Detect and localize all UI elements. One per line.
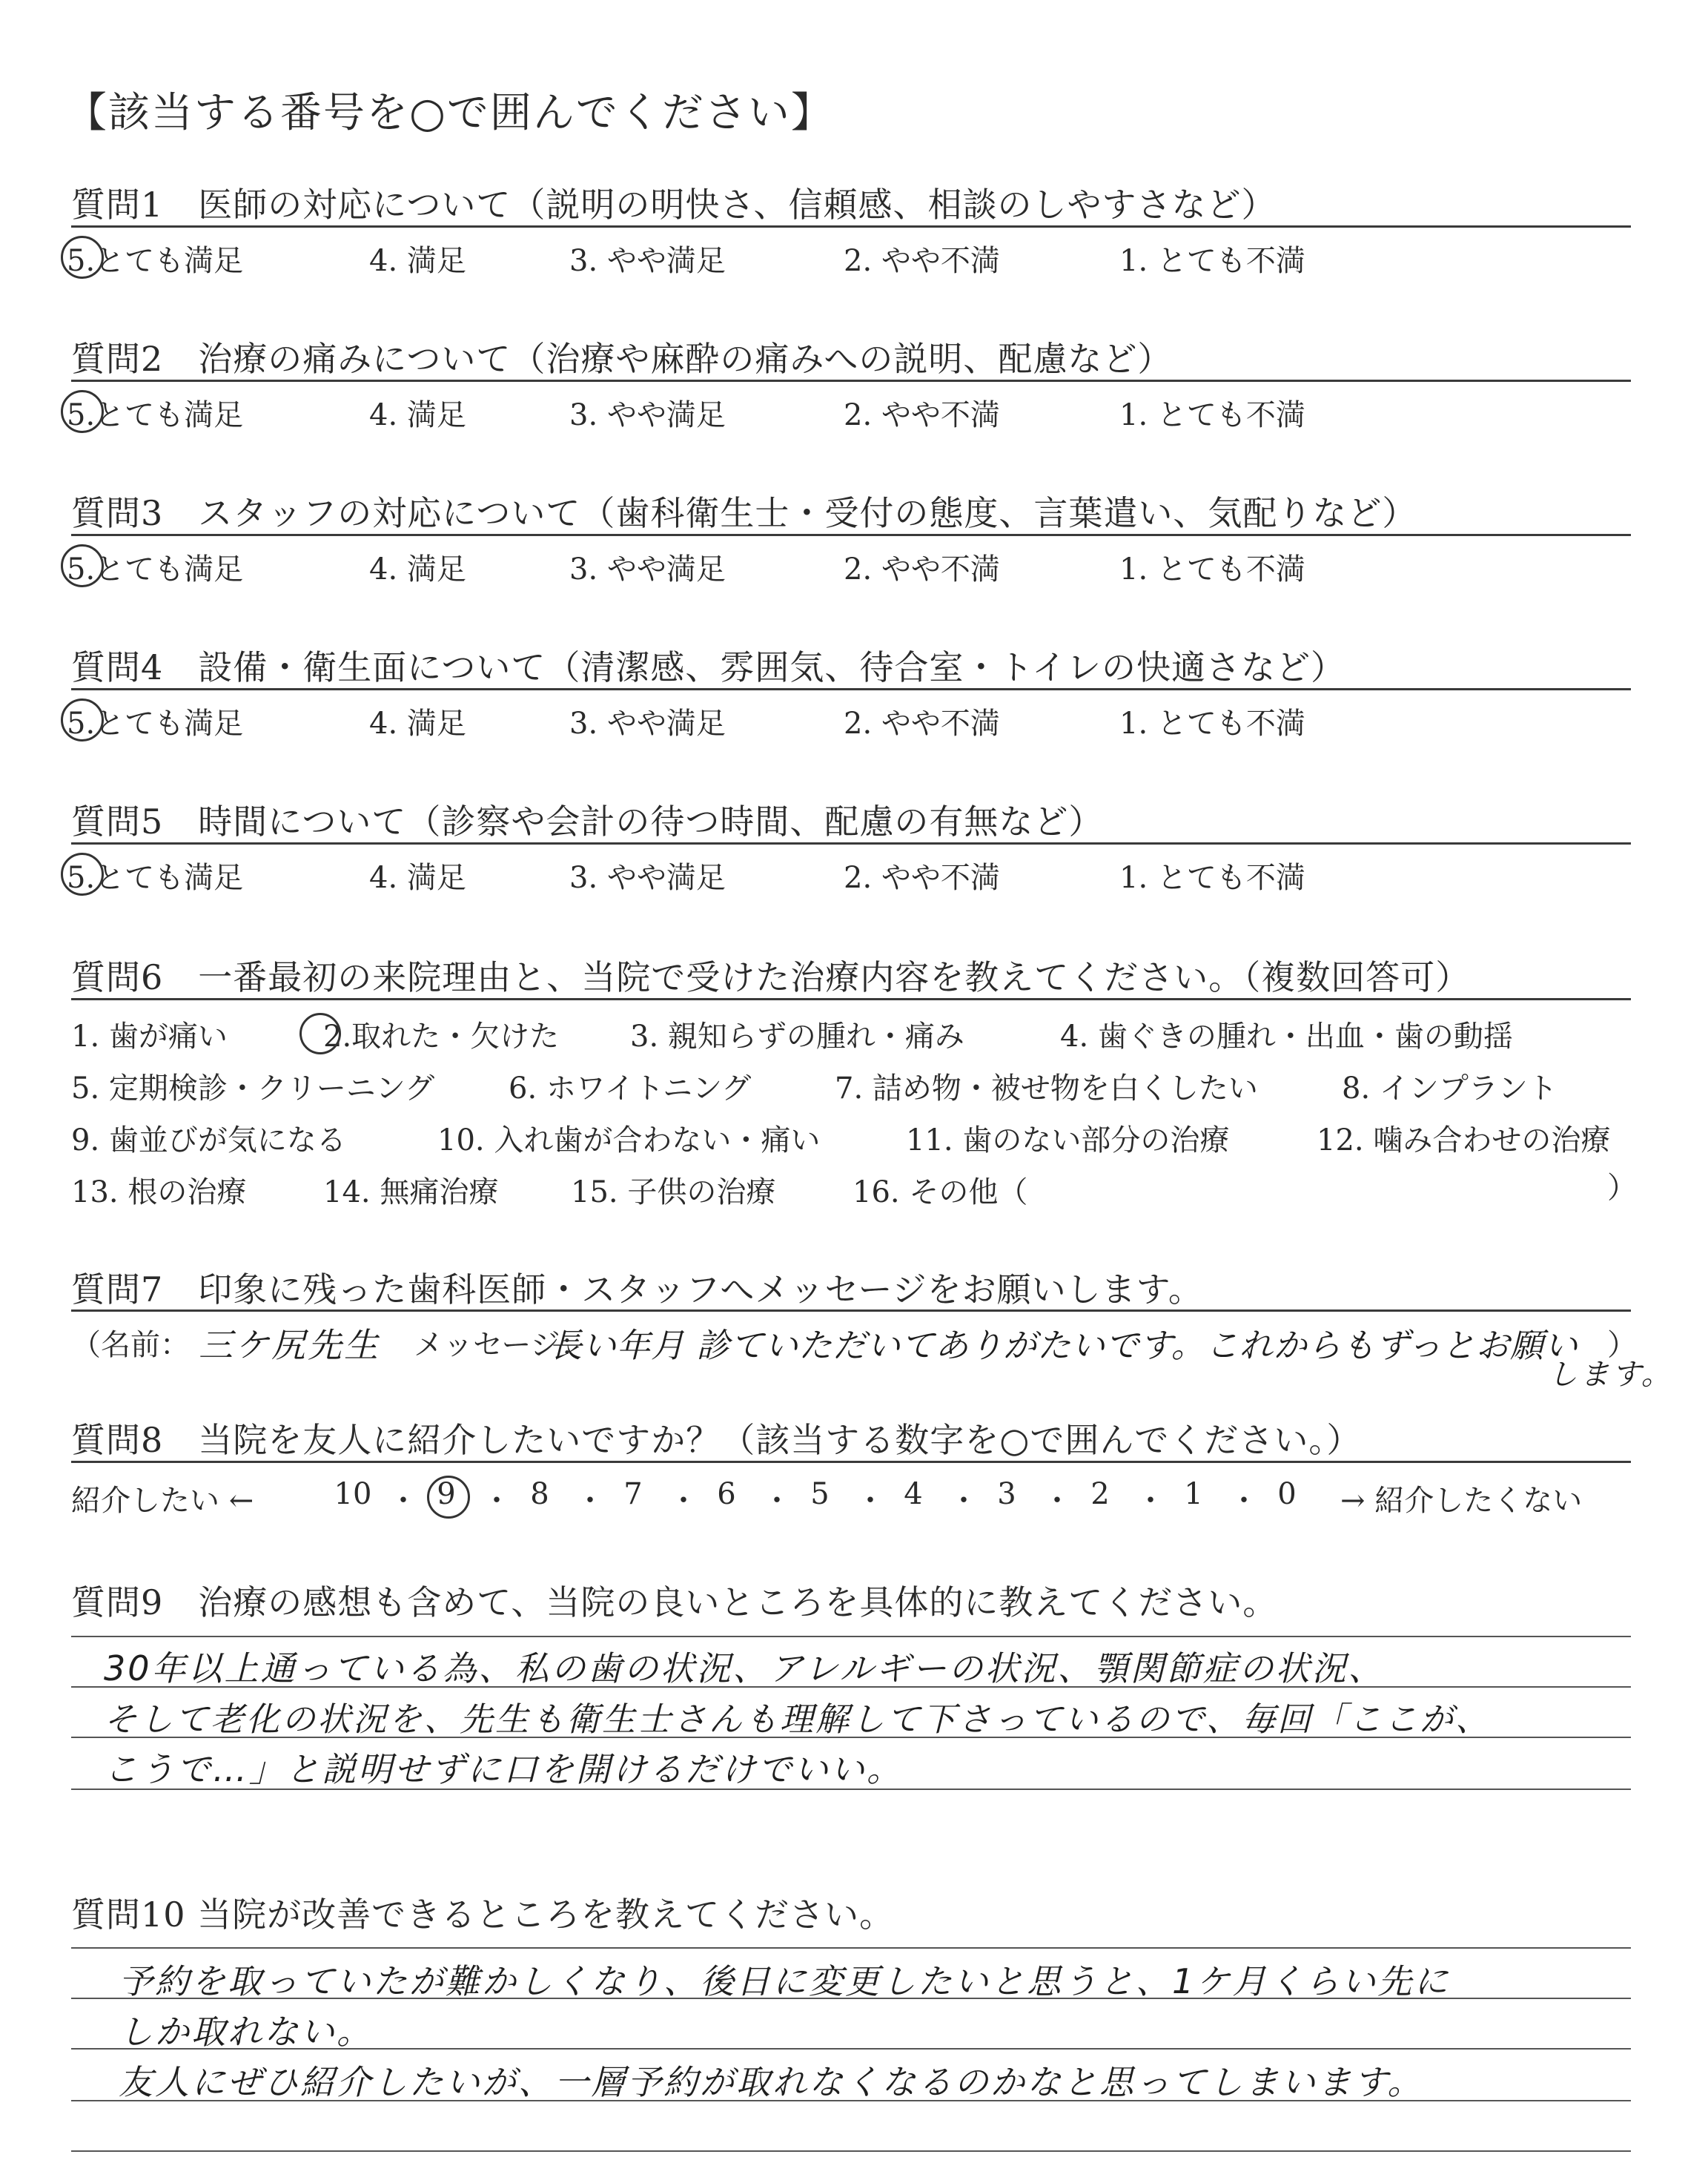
q6-option-6: 6. ホワイトニング xyxy=(509,1071,752,1106)
q8-scale-5: 5 xyxy=(810,1477,830,1511)
q6-option-13: 13. 根の治療 xyxy=(71,1175,247,1209)
question-3-option-5: 5.とても満足 xyxy=(67,552,244,587)
q6-option-12: 12. 噛み合わせの治療 xyxy=(1317,1123,1611,1157)
q6-option-11: 11. 歯のない部分の治療 xyxy=(906,1123,1230,1157)
q6-option-8: 8. インプラント xyxy=(1342,1071,1558,1106)
q8-rule xyxy=(71,1461,1631,1463)
question-5-title: 質問5 時間について（診察や会計の待つ時間、配慮の有無など） xyxy=(71,802,1104,842)
q6-option-15: 15. 子供の治療 xyxy=(571,1175,776,1209)
q6-option-2: 2.取れた・欠けた xyxy=(323,1020,560,1054)
question-1-option-1: 1. とても不満 xyxy=(1119,244,1305,278)
q8-selection-circle xyxy=(427,1476,470,1519)
q8-scale-dot: ・ xyxy=(1136,1484,1165,1518)
question-4-option-4: 4. 満足 xyxy=(369,707,466,741)
question-4-option-5: 5.とても満足 xyxy=(67,707,244,741)
q6-option-9: 9. 歯並びが気になる xyxy=(71,1123,346,1157)
instruction-heading: 【該当する番号を○で囲んでください】 xyxy=(65,89,834,137)
q9-answer-line-3: こうで…」と説明せずに口を開けるだけでいい。 xyxy=(104,1749,903,1789)
q8-scale-dot: ・ xyxy=(949,1484,979,1518)
q8-right-label: → 紹介したくない xyxy=(1340,1484,1583,1518)
q6-option-3: 3. 親知らずの腫れ・痛み xyxy=(630,1020,964,1054)
q7-message-value: 長い年月 診ていただいてありがたいです。これからもずっとお願い xyxy=(549,1326,1579,1365)
q8-scale-dot: ・ xyxy=(762,1484,792,1518)
q9-line-rule xyxy=(71,1636,1631,1637)
question-4-option-1: 1. とても不満 xyxy=(1119,707,1305,741)
q6-option-7: 7. 詰め物・被せ物を白くしたい xyxy=(835,1071,1258,1106)
q10-answer-line-3: 友人にぜひ紹介したいが、一層予約が取れなくなるのかなと思ってしまいます。 xyxy=(119,2062,1424,2102)
q7-message-label: メッセージ： xyxy=(414,1328,590,1362)
q10-line-rule xyxy=(71,2150,1631,2152)
question-2-option-2: 2. やや不満 xyxy=(844,398,1000,432)
question-3-option-4: 4. 満足 xyxy=(369,552,466,587)
question-2-selection-circle xyxy=(61,390,104,433)
question-5-option-3: 3. やや満足 xyxy=(569,861,726,895)
q7-close-paren: ） xyxy=(1607,1328,1637,1362)
q8-scale-dot: ・ xyxy=(669,1484,698,1518)
q6-title: 質問6 一番最初の来院理由と、当院で受けた治療内容を教えてください。（複数回答可） xyxy=(71,957,1471,997)
question-5-selection-circle xyxy=(61,853,104,896)
q7-name-label: （名前： xyxy=(71,1328,190,1362)
question-1-option-5: 5.とても満足 xyxy=(67,244,244,278)
q8-scale-dot: ・ xyxy=(1229,1484,1259,1518)
q8-left-label: 紹介したい ← xyxy=(71,1484,254,1518)
q8-scale-1: 1 xyxy=(1184,1477,1203,1511)
q10-title: 質問10 当院が改善できるところを教えてください。 xyxy=(71,1895,895,1935)
question-2-option-4: 4. 満足 xyxy=(369,398,466,432)
q6-other-close: ） xyxy=(1607,1171,1637,1205)
question-1-selection-circle xyxy=(61,236,104,279)
question-3-option-1: 1. とても不満 xyxy=(1119,552,1305,587)
q8-scale-4: 4 xyxy=(904,1477,923,1511)
question-5-rule xyxy=(71,842,1631,845)
question-4-selection-circle xyxy=(61,698,104,742)
q8-scale-7: 7 xyxy=(623,1477,643,1511)
question-5-option-5: 5.とても満足 xyxy=(67,861,244,895)
q8-scale-dot: ・ xyxy=(855,1484,885,1518)
q8-scale-6: 6 xyxy=(717,1477,736,1511)
question-2-rule xyxy=(71,380,1631,382)
q8-scale-2: 2 xyxy=(1090,1477,1110,1511)
question-4-title: 質問4 設備・衛生面について（清潔感、雰囲気、待合室・トイレの快適さなど） xyxy=(71,647,1346,687)
q6-option-5: 5. 定期検診・クリーニング xyxy=(71,1071,435,1106)
q9-title: 質問9 治療の感想も含めて、当院の良いところを具体的に教えてください。 xyxy=(71,1582,1278,1622)
q8-scale-dot: ・ xyxy=(1042,1484,1072,1518)
q8-title: 質問8 当院を友人に紹介したいですか？（該当する数字を○で囲んでください。） xyxy=(71,1420,1362,1460)
q6-rule xyxy=(71,998,1631,1000)
q6-option-10: 10. 入れ歯が合わない・痛い xyxy=(437,1123,821,1157)
question-3-title: 質問3 スタッフの対応について（歯科衛生士・受付の態度、言葉遣い、気配りなど） xyxy=(71,493,1417,533)
question-1-option-3: 3. やや満足 xyxy=(569,244,726,278)
q7-name-value: 三ケ尻先生 xyxy=(199,1325,380,1365)
q7-message-cont: します。 xyxy=(1548,1358,1673,1392)
q7-rule xyxy=(71,1309,1631,1312)
question-3-rule xyxy=(71,534,1631,536)
question-5-option-4: 4. 満足 xyxy=(369,861,466,895)
q6-option-4: 4. 歯ぐきの腫れ・出血・歯の動揺 xyxy=(1060,1020,1513,1054)
question-2-option-3: 3. やや満足 xyxy=(569,398,726,432)
q8-scale-9: 9 xyxy=(437,1477,456,1511)
question-3-selection-circle xyxy=(61,544,104,587)
q6-selection-circle xyxy=(299,1013,341,1054)
question-1-rule xyxy=(71,225,1631,228)
q8-scale-dot: ・ xyxy=(482,1484,512,1518)
question-5-option-2: 2. やや不満 xyxy=(844,861,1000,895)
question-5-option-1: 1. とても不満 xyxy=(1119,861,1305,895)
q6-option-16: 16. その他（ xyxy=(853,1175,1028,1209)
q10-answer-line-2: しか取れない。 xyxy=(119,2012,373,2052)
q6-option-1: 1. 歯が痛い xyxy=(71,1020,228,1054)
q7-title: 質問7 印象に残った歯科医師・スタッフへメッセージをお願いします。 xyxy=(71,1269,1203,1309)
q8-scale-10: 10 xyxy=(334,1477,372,1511)
question-1-title: 質問1 医師の対応について（説明の明快さ、信頼感、相談のしやすさなど） xyxy=(71,185,1277,225)
question-2-option-5: 5.とても満足 xyxy=(67,398,244,432)
question-4-option-3: 3. やや満足 xyxy=(569,707,726,741)
question-4-rule xyxy=(71,688,1631,690)
q8-scale-0: 0 xyxy=(1277,1477,1297,1511)
question-1-option-4: 4. 満足 xyxy=(369,244,466,278)
q8-scale-8: 8 xyxy=(530,1477,549,1511)
question-1-option-2: 2. やや不満 xyxy=(844,244,1000,278)
question-3-option-2: 2. やや不満 xyxy=(844,552,1000,587)
q8-scale-dot: ・ xyxy=(575,1484,605,1518)
q8-scale-3: 3 xyxy=(997,1477,1016,1511)
q8-scale-dot: ・ xyxy=(388,1484,418,1518)
question-3-option-3: 3. やや満足 xyxy=(569,552,726,587)
q9-answer-line-1: 30年以上通っている為、私の歯の状況、アレルギーの状況、顎関節症の状況、 xyxy=(104,1648,1385,1688)
question-2-option-1: 1. とても不満 xyxy=(1119,398,1305,432)
q10-line-rule xyxy=(71,1947,1631,1949)
question-2-title: 質問2 治療の痛みについて（治療や麻酔の痛みへの説明、配慮など） xyxy=(71,339,1173,379)
q10-answer-line-1: 予約を取っていたが難かしくなり、後日に変更したいと思うと、1ケ月くらい先に xyxy=(119,1961,1451,2001)
q9-answer-line-2: そして老化の状況を、先生も衛生士さんも理解して下さっているので、毎回「ここが、 xyxy=(104,1700,1492,1739)
question-4-option-2: 2. やや不満 xyxy=(844,707,1000,741)
q6-option-14: 14. 無痛治療 xyxy=(323,1175,499,1209)
